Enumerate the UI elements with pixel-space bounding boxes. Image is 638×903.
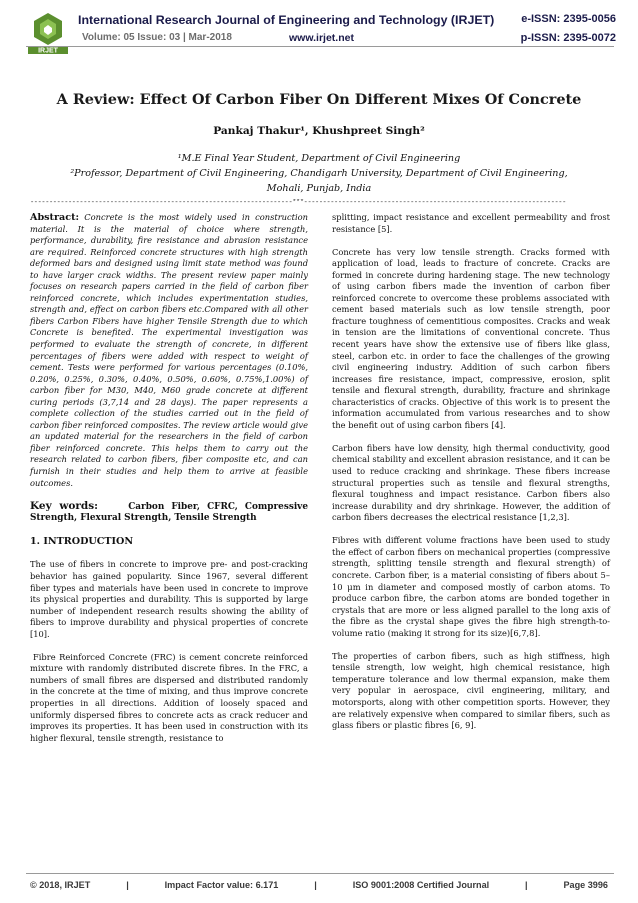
body-paragraph: splitting, impact resistance and excellent permeability and frost resistance [5]. bbox=[332, 212, 610, 234]
footer-page-number: Page 3996 bbox=[563, 880, 608, 890]
affiliation-3: Mohali, Punjab, India bbox=[266, 183, 372, 194]
intro-paragraph: The use of fibers in concrete to improve pre- and post-cracking behavior has gained popularity. Since 1967, several different fiber types and materials have been used in concrete to improve its physical properties and durability. This is supported by large number of independent research results showing the ability of fibers to improve durability and physical properties of concrete [10]. bbox=[30, 559, 308, 639]
svg-text:IRJET: IRJET bbox=[38, 47, 58, 55]
affiliation-2: ²Professor, Department of Civil Engineering, Chandigarh University, Department of Civil Engineering, bbox=[70, 168, 568, 179]
journal-title: International Research Journal of Engineering and Technology (IRJET) bbox=[78, 13, 495, 27]
section-separator: ---------------------------------------------------------------------***--------------------------------------------------------------------- bbox=[30, 199, 566, 207]
volume-issue: Volume: 05 Issue: 03 | Mar-2018 bbox=[82, 32, 232, 43]
left-column bbox=[30, 212, 308, 756]
irjet-logo-icon bbox=[26, 11, 70, 55]
header-divider bbox=[26, 46, 614, 47]
footer-impact-factor: Impact Factor value: 6.171 bbox=[164, 880, 279, 890]
body-paragraph: Fibres with different volume fractions have been used to study the effect of carbon fibers on mechanical properties (compressive strength, splitting tensile strength and flexural strength) of concrete. Carbon fiber, is a material consisting of fibers about 5–10 μm in diameter and composed mostly of carbon atoms. To produce carbon fibre, the carbon atoms are bonded together in crystals that are more or less aligned parallel to the long axis of the fibre as the crystal shape gives the fibre high strength-to-volume ratio (making it strong for its size)[6,7,8]. bbox=[332, 535, 610, 638]
footer-iso: ISO 9001:2008 Certified Journal bbox=[352, 880, 490, 890]
abstract-label: Abstract: bbox=[30, 212, 80, 223]
section-heading-introduction: 1. INTRODUCTION bbox=[30, 536, 134, 548]
footer-divider-mark: | bbox=[314, 880, 317, 890]
footer-copyright: © 2018, IRJET bbox=[30, 880, 91, 890]
paper-title: A Review: Effect Of Carbon Fiber On Different Mixes Of Concrete bbox=[56, 91, 582, 108]
page-footer bbox=[30, 880, 608, 890]
keywords bbox=[30, 501, 308, 525]
abstract-text: Concrete is the most widely used in construction material. It is the material of choice where strength, performance, durability, fire resistance and abrasion resistance are required. Reinforced concrete structures with high strength deformed bars and designed using limit state method was found to have larger crack widths. The present review paper mainly focuses on research papers carried in the field of carbon fiber reinforced concrete, which includes experimentation studies, strength and, effect on carbon fibers etc.Compared with all other fibers Carbon Fibers have higher Tensile Strength due to which Concrete is benefited. The experimental investigation was performed to evaluate the strength of concrete, in different percentages of fibers were added with respect to weight of cement. Tests were performed for various percentages (0.10%, 0.20%, 0.25%, 0.30%, 0.40%, 0.50%, 0.60%, 0.75%,1.00%) of carbon fiber for M30, M40, M60 grade concrete at different curing periods (3,7,14 and 28 days). The paper represents a complete collection of the studies carried out in the field of carbon fiber reinforced composites. The review article would give an updated material for the researchers in the field of carbon fiber reinforced concrete. This helps them to carry out the research related to carbon fibers, fiber composite etc, and can furnish in their studies and help them to arrive at feasible outcomes. bbox=[30, 212, 309, 488]
journal-header bbox=[26, 9, 616, 61]
paper-authors: Pankaj Thakur¹, Khushpreet Singh² bbox=[213, 125, 425, 137]
journal-website[interactable]: www.irjet.net bbox=[289, 32, 354, 44]
body-paragraph: The properties of carbon fibers, such as high stiffness, high tensile strength, low weight, high chemical resistance, high temperature tolerance and low thermal expansion, make them very popular in aerospace, civil engineering, military, and motorsports, along with other competition sports. However, they are relatively expensive when compared to similar fibers, such as glass fibers or plastic fibres [6, 9]. bbox=[332, 650, 610, 731]
footer-divider bbox=[26, 873, 614, 874]
footer-divider-mark: | bbox=[525, 880, 528, 890]
keywords-text: Carbon Fiber, CFRC, Compressive Strength, Flexural Strength, Tensile Strength bbox=[30, 501, 308, 524]
p-issn: p-ISSN: 2395-0072 bbox=[520, 32, 616, 44]
body-paragraph: Concrete has very low tensile strength. Cracks formed with application of load, leads to fracture of concrete. Cracks are formed in concrete during hardening stage. The new technology of using carbon fibers made the invention of carbon fiber reinforced concrete to overcome these problems associated with cement based materials such as low tensile strength, poor fracture toughness of cementitious composites. Cracks and weak in tension are the limitations of conventional concrete. Thus recent years have show the extensive use of fibers like glass, steel, carbon etc. in order to face the challenges of the growing civil engineering industry. Addition of such carbon fibers increases fire resistance, impact, compressive, erosion, split tensile and flexural strength, durability, fracture and shrinkage characteristics of cracks. Objective of this work is to present the information accumulated from various researches and to show the benefit out of using carbon fibers [4]. bbox=[332, 246, 610, 430]
e-issn: e-ISSN: 2395-0056 bbox=[521, 13, 616, 25]
abstract bbox=[30, 212, 308, 489]
body-paragraph: Carbon fibers have low density, high thermal conductivity, good chemical stability and excellent abrasion resistance, and it can be used to reduce cracking and shrinkage. These fibers increase structural properties such as tensile and flexural strengths, flexural toughness and impact resistance. Carbon fibers also increase durability and dry shrinkage. However, the addition of carbon fibers decreases the electrical resistance [1,2,3]. bbox=[332, 442, 610, 523]
affiliation-1: ¹M.E Final Year Student, Department of Civil Engineering bbox=[177, 153, 461, 164]
footer-divider-mark: | bbox=[126, 880, 129, 890]
keywords-label: Key words: bbox=[30, 499, 99, 512]
right-column bbox=[332, 212, 610, 743]
intro-paragraph: Fibre Reinforced Concrete (FRC) is cement concrete reinforced mixture with randomly distributed discrete fibres. In the FRC, a numbers of small fibres are dispersed and distributed randomly in the concrete at the time of mixing, and thus improve concrete properties in all directions. Addition of loosely spaced and uniformly dispersed fibres to concrete acts as crack reducer and improves its properties. It has been used in construction with its higher flexural, tensile strength, resistance to bbox=[30, 651, 308, 743]
